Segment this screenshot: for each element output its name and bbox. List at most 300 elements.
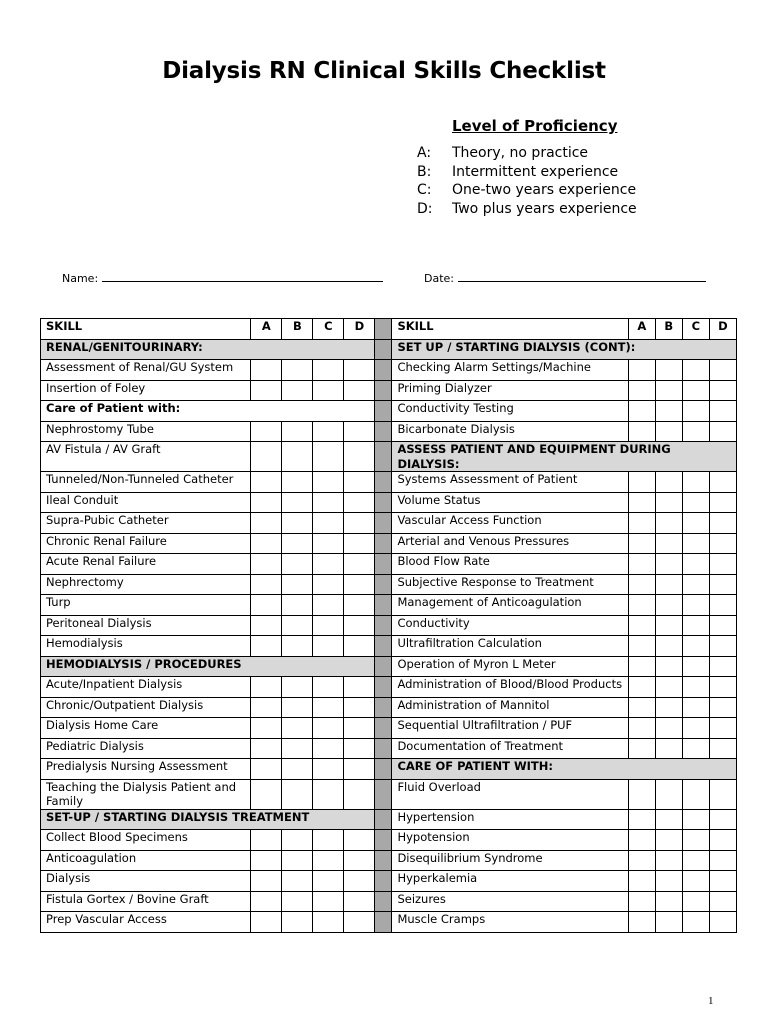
proficiency-checkbox-c[interactable] xyxy=(682,871,709,892)
column-separator xyxy=(375,380,392,401)
proficiency-checkbox-c[interactable] xyxy=(313,472,344,493)
proficiency-checkbox-a[interactable] xyxy=(628,738,655,759)
proficiency-checkbox-b[interactable] xyxy=(655,533,682,554)
skill-name: Hypertension xyxy=(392,809,628,830)
proficiency-checkbox-c[interactable] xyxy=(313,850,344,871)
proficiency-checkbox-b[interactable] xyxy=(655,574,682,595)
proficiency-checkbox-d[interactable] xyxy=(344,697,375,718)
column-separator xyxy=(375,595,392,616)
proficiency-checkbox-b[interactable] xyxy=(282,380,313,401)
proficiency-checkbox-a[interactable] xyxy=(628,421,655,442)
table-row xyxy=(41,656,737,677)
proficiency-checkbox-d[interactable] xyxy=(709,492,736,513)
skill-name: AV Fistula / AV Graft xyxy=(41,442,251,472)
proficiency-checkbox-a[interactable] xyxy=(251,554,282,575)
proficiency-checkbox-b[interactable] xyxy=(282,513,313,534)
proficiency-checkbox-b[interactable] xyxy=(282,830,313,851)
proficiency-checkbox-b[interactable] xyxy=(282,697,313,718)
proficiency-checkbox-c[interactable] xyxy=(682,912,709,933)
skill-name: Blood Flow Rate xyxy=(392,554,628,575)
proficiency-checkbox-d[interactable] xyxy=(344,380,375,401)
proficiency-checkbox-a[interactable] xyxy=(628,697,655,718)
proficiency-checkbox-d[interactable] xyxy=(344,533,375,554)
column-separator xyxy=(375,697,392,718)
proficiency-level xyxy=(417,181,637,200)
column-separator xyxy=(375,738,392,759)
proficiency-checkbox-b[interactable] xyxy=(282,574,313,595)
table-row xyxy=(41,472,737,493)
section-heading: SET UP / STARTING DIALYSIS (CONT): xyxy=(392,339,737,360)
column-b-header: B xyxy=(282,319,313,340)
proficiency-checkbox-b[interactable] xyxy=(282,718,313,739)
proficiency-checkbox-d[interactable] xyxy=(709,472,736,493)
proficiency-checkbox-b[interactable] xyxy=(282,738,313,759)
column-separator xyxy=(375,615,392,636)
proficiency-checkbox-b[interactable] xyxy=(282,871,313,892)
proficiency-checkbox-d[interactable] xyxy=(709,871,736,892)
proficiency-checkbox-b[interactable] xyxy=(655,360,682,381)
skill-name: Peritoneal Dialysis xyxy=(41,615,251,636)
proficiency-checkbox-c[interactable] xyxy=(682,656,709,677)
proficiency-checkbox-c[interactable] xyxy=(682,809,709,830)
proficiency-checkbox-c[interactable] xyxy=(682,891,709,912)
proficiency-checkbox-a[interactable] xyxy=(628,871,655,892)
proficiency-checkbox-b[interactable] xyxy=(282,492,313,513)
skill-name: Acute/Inpatient Dialysis xyxy=(41,677,251,698)
proficiency-checkbox-c[interactable] xyxy=(313,871,344,892)
skill-name: Subjective Response to Treatment xyxy=(392,574,628,595)
proficiency-checkbox-c[interactable] xyxy=(682,850,709,871)
column-separator xyxy=(375,513,392,534)
proficiency-checkbox-c[interactable] xyxy=(313,718,344,739)
proficiency-checkbox-a[interactable] xyxy=(251,513,282,534)
skill-name: Checking Alarm Settings/Machine xyxy=(392,360,628,381)
section-heading: RENAL/GENITOURINARY: xyxy=(41,339,375,360)
proficiency-checkbox-b[interactable] xyxy=(655,615,682,636)
proficiency-checkbox-a[interactable] xyxy=(628,636,655,657)
proficiency-checkbox-b[interactable] xyxy=(655,380,682,401)
skill-name: Pediatric Dialysis xyxy=(41,738,251,759)
proficiency-checkbox-c[interactable] xyxy=(682,401,709,422)
proficiency-text: Intermittent experience xyxy=(452,163,619,180)
proficiency-checkbox-a[interactable] xyxy=(628,809,655,830)
column-separator xyxy=(375,677,392,698)
column-c-header: C xyxy=(682,319,709,340)
table-row xyxy=(41,492,737,513)
date-blank-line[interactable] xyxy=(458,272,706,282)
skill-name: Hypotension xyxy=(392,830,628,851)
table-row xyxy=(41,759,737,780)
proficiency-checkbox-c[interactable] xyxy=(313,697,344,718)
proficiency-checkbox-d[interactable] xyxy=(344,574,375,595)
column-b-header: B xyxy=(655,319,682,340)
proficiency-checkbox-a[interactable] xyxy=(251,636,282,657)
section-heading: ASSESS PATIENT AND EQUIPMENT DURING DIALYSIS: xyxy=(392,442,737,472)
proficiency-checkbox-c[interactable] xyxy=(682,492,709,513)
proficiency-checkbox-b[interactable] xyxy=(655,636,682,657)
proficiency-checkbox-c[interactable] xyxy=(313,574,344,595)
proficiency-checkbox-c[interactable] xyxy=(313,513,344,534)
proficiency-checkbox-a[interactable] xyxy=(251,595,282,616)
column-separator xyxy=(375,442,392,472)
proficiency-checkbox-c[interactable] xyxy=(313,380,344,401)
proficiency-checkbox-a[interactable] xyxy=(251,830,282,851)
proficiency-checkbox-b[interactable] xyxy=(282,636,313,657)
proficiency-checkbox-a[interactable] xyxy=(251,360,282,381)
table-row xyxy=(41,554,737,575)
proficiency-checkbox-c[interactable] xyxy=(313,360,344,381)
skill-name: Volume Status xyxy=(392,492,628,513)
proficiency-checkbox-d[interactable] xyxy=(344,492,375,513)
skill-name: Collect Blood Specimens xyxy=(41,830,251,851)
proficiency-checkbox-a[interactable] xyxy=(251,912,282,933)
proficiency-checkbox-d[interactable] xyxy=(709,574,736,595)
proficiency-checkbox-a[interactable] xyxy=(628,472,655,493)
table-row xyxy=(41,697,737,718)
skill-name: Fistula Gortex / Bovine Graft xyxy=(41,891,251,912)
proficiency-checkbox-c[interactable] xyxy=(313,912,344,933)
proficiency-checkbox-c[interactable] xyxy=(682,472,709,493)
proficiency-checkbox-a[interactable] xyxy=(251,779,282,809)
proficiency-checkbox-a[interactable] xyxy=(251,738,282,759)
proficiency-checkbox-d[interactable] xyxy=(709,421,736,442)
proficiency-checkbox-c[interactable] xyxy=(313,779,344,809)
proficiency-checkbox-d[interactable] xyxy=(709,401,736,422)
proficiency-checkbox-d[interactable] xyxy=(709,533,736,554)
proficiency-checkbox-b[interactable] xyxy=(282,677,313,698)
proficiency-checkbox-a[interactable] xyxy=(628,492,655,513)
proficiency-checkbox-a[interactable] xyxy=(251,492,282,513)
proficiency-checkbox-b[interactable] xyxy=(282,779,313,809)
proficiency-checkbox-d[interactable] xyxy=(709,697,736,718)
skill-name: Systems Assessment of Patient xyxy=(392,472,628,493)
proficiency-checkbox-d[interactable] xyxy=(709,656,736,677)
table-header-row xyxy=(41,319,737,340)
proficiency-checkbox-d[interactable] xyxy=(344,554,375,575)
proficiency-checkbox-b[interactable] xyxy=(655,421,682,442)
proficiency-checkbox-b[interactable] xyxy=(655,779,682,809)
proficiency-checkbox-a[interactable] xyxy=(251,421,282,442)
proficiency-checkbox-a[interactable] xyxy=(251,615,282,636)
proficiency-checkbox-b[interactable] xyxy=(282,472,313,493)
proficiency-checkbox-c[interactable] xyxy=(313,554,344,575)
proficiency-checkbox-c[interactable] xyxy=(313,677,344,698)
proficiency-checkbox-a[interactable] xyxy=(628,380,655,401)
proficiency-checkbox-d[interactable] xyxy=(709,718,736,739)
proficiency-checkbox-d[interactable] xyxy=(344,718,375,739)
proficiency-checkbox-c[interactable] xyxy=(313,533,344,554)
proficiency-checkbox-c[interactable] xyxy=(313,615,344,636)
proficiency-checkbox-a[interactable] xyxy=(251,850,282,871)
proficiency-checkbox-a[interactable] xyxy=(628,615,655,636)
column-a-header: A xyxy=(251,319,282,340)
table-row xyxy=(41,809,737,830)
proficiency-checkbox-d[interactable] xyxy=(344,912,375,933)
proficiency-letter: D: xyxy=(417,201,433,218)
proficiency-checkbox-a[interactable] xyxy=(251,871,282,892)
proficiency-checkbox-a[interactable] xyxy=(628,677,655,698)
proficiency-checkbox-b[interactable] xyxy=(282,421,313,442)
column-d-header: D xyxy=(709,319,736,340)
proficiency-checkbox-d[interactable] xyxy=(344,871,375,892)
proficiency-letter: C: xyxy=(417,182,432,199)
skill-name: Management of Anticoagulation xyxy=(392,595,628,616)
skill-name: Ileal Conduit xyxy=(41,492,251,513)
column-separator xyxy=(375,759,392,780)
proficiency-checkbox-c[interactable] xyxy=(313,595,344,616)
checklist-body xyxy=(41,339,737,932)
proficiency-checkbox-d[interactable] xyxy=(344,850,375,871)
proficiency-checkbox-c[interactable] xyxy=(682,554,709,575)
table-row xyxy=(41,380,737,401)
proficiency-checkbox-c[interactable] xyxy=(313,891,344,912)
column-separator xyxy=(375,850,392,871)
proficiency-checkbox-b[interactable] xyxy=(655,595,682,616)
name-field[interactable] xyxy=(62,272,383,285)
proficiency-checkbox-b[interactable] xyxy=(655,492,682,513)
proficiency-checkbox-d[interactable] xyxy=(344,442,375,472)
proficiency-checkbox-a[interactable] xyxy=(628,574,655,595)
proficiency-checkbox-b[interactable] xyxy=(655,871,682,892)
column-separator xyxy=(375,636,392,657)
proficiency-checkbox-b[interactable] xyxy=(655,513,682,534)
skill-name: Muscle Cramps xyxy=(392,912,628,933)
proficiency-checkbox-d[interactable] xyxy=(709,636,736,657)
proficiency-checkbox-a[interactable] xyxy=(251,380,282,401)
proficiency-checkbox-c[interactable] xyxy=(682,595,709,616)
proficiency-checkbox-d[interactable] xyxy=(709,677,736,698)
proficiency-checkbox-c[interactable] xyxy=(313,442,344,472)
proficiency-checkbox-a[interactable] xyxy=(628,554,655,575)
column-separator xyxy=(375,656,392,677)
proficiency-checkbox-b[interactable] xyxy=(655,718,682,739)
proficiency-checkbox-a[interactable] xyxy=(628,533,655,554)
proficiency-checkbox-c[interactable] xyxy=(682,738,709,759)
proficiency-checkbox-c[interactable] xyxy=(313,421,344,442)
proficiency-checkbox-d[interactable] xyxy=(709,738,736,759)
proficiency-checkbox-a[interactable] xyxy=(628,656,655,677)
proficiency-checkbox-b[interactable] xyxy=(655,738,682,759)
page-title: Dialysis RN Clinical Skills Checklist xyxy=(162,58,606,84)
proficiency-checkbox-d[interactable] xyxy=(709,830,736,851)
column-separator xyxy=(375,574,392,595)
proficiency-checkbox-d[interactable] xyxy=(709,850,736,871)
proficiency-level xyxy=(417,200,637,219)
proficiency-checkbox-b[interactable] xyxy=(282,891,313,912)
table-row xyxy=(41,912,737,933)
proficiency-checkbox-d[interactable] xyxy=(709,360,736,381)
name-blank-line[interactable] xyxy=(102,272,383,282)
proficiency-checkbox-c[interactable] xyxy=(682,513,709,534)
proficiency-checkbox-a[interactable] xyxy=(251,533,282,554)
proficiency-checkbox-a[interactable] xyxy=(628,595,655,616)
proficiency-checkbox-a[interactable] xyxy=(628,779,655,809)
section-heading: HEMODIALYSIS / PROCEDURES xyxy=(41,656,375,677)
proficiency-checkbox-d[interactable] xyxy=(344,360,375,381)
proficiency-checkbox-d[interactable] xyxy=(344,472,375,493)
column-separator xyxy=(375,830,392,851)
proficiency-checkbox-d[interactable] xyxy=(344,891,375,912)
proficiency-checkbox-a[interactable] xyxy=(251,442,282,472)
proficiency-checkbox-a[interactable] xyxy=(628,891,655,912)
proficiency-legend xyxy=(417,144,637,219)
proficiency-checkbox-a[interactable] xyxy=(251,759,282,780)
proficiency-checkbox-c[interactable] xyxy=(313,636,344,657)
page-number: 1 xyxy=(708,995,714,1007)
proficiency-checkbox-b[interactable] xyxy=(282,850,313,871)
proficiency-checkbox-b[interactable] xyxy=(282,360,313,381)
column-separator xyxy=(375,871,392,892)
proficiency-checkbox-b[interactable] xyxy=(282,759,313,780)
proficiency-checkbox-d[interactable] xyxy=(344,779,375,809)
skill-name: Sequential Ultrafiltration / PUF xyxy=(392,718,628,739)
proficiency-checkbox-d[interactable] xyxy=(709,615,736,636)
subsection-heading: Care of Patient with: xyxy=(41,401,375,422)
proficiency-checkbox-d[interactable] xyxy=(709,809,736,830)
proficiency-checkbox-c[interactable] xyxy=(313,759,344,780)
date-field[interactable] xyxy=(424,272,706,285)
proficiency-checkbox-c[interactable] xyxy=(682,697,709,718)
proficiency-checkbox-a[interactable] xyxy=(628,513,655,534)
column-d-header: D xyxy=(344,319,375,340)
skill-name: Disequilibrium Syndrome xyxy=(392,850,628,871)
table-row xyxy=(41,421,737,442)
proficiency-level xyxy=(417,144,637,163)
proficiency-checkbox-c[interactable] xyxy=(682,533,709,554)
proficiency-checkbox-b[interactable] xyxy=(282,595,313,616)
proficiency-checkbox-c[interactable] xyxy=(682,779,709,809)
table-row xyxy=(41,595,737,616)
proficiency-checkbox-d[interactable] xyxy=(344,677,375,698)
column-c-header: C xyxy=(313,319,344,340)
proficiency-checkbox-b[interactable] xyxy=(655,891,682,912)
skill-name: Nephrectomy xyxy=(41,574,251,595)
skill-name: Turp xyxy=(41,595,251,616)
table-row xyxy=(41,677,737,698)
proficiency-checkbox-b[interactable] xyxy=(282,554,313,575)
proficiency-checkbox-a[interactable] xyxy=(251,472,282,493)
proficiency-checkbox-a[interactable] xyxy=(251,677,282,698)
table-row xyxy=(41,513,737,534)
column-a-header: A xyxy=(628,319,655,340)
proficiency-checkbox-d[interactable] xyxy=(709,779,736,809)
skill-name: Ultrafiltration Calculation xyxy=(392,636,628,657)
skill-name: Prep Vascular Access xyxy=(41,912,251,933)
proficiency-checkbox-b[interactable] xyxy=(655,912,682,933)
proficiency-checkbox-c[interactable] xyxy=(313,738,344,759)
table-row xyxy=(41,360,737,381)
date-label: Date: xyxy=(424,272,454,285)
skill-name: Anticoagulation xyxy=(41,850,251,871)
table-row xyxy=(41,718,737,739)
proficiency-checkbox-a[interactable] xyxy=(628,912,655,933)
proficiency-checkbox-d[interactable] xyxy=(709,912,736,933)
proficiency-level xyxy=(417,163,637,182)
proficiency-checkbox-c[interactable] xyxy=(682,830,709,851)
proficiency-checkbox-d[interactable] xyxy=(709,891,736,912)
proficiency-checkbox-c[interactable] xyxy=(682,574,709,595)
proficiency-checkbox-c[interactable] xyxy=(682,677,709,698)
proficiency-checkbox-c[interactable] xyxy=(682,421,709,442)
proficiency-checkbox-a[interactable] xyxy=(251,697,282,718)
proficiency-checkbox-b[interactable] xyxy=(655,656,682,677)
skill-name: Vascular Access Function xyxy=(392,513,628,534)
proficiency-checkbox-a[interactable] xyxy=(251,574,282,595)
proficiency-checkbox-a[interactable] xyxy=(628,850,655,871)
skill-column-header: SKILL xyxy=(41,319,251,340)
skill-name: Supra-Pubic Catheter xyxy=(41,513,251,534)
proficiency-checkbox-a[interactable] xyxy=(628,718,655,739)
proficiency-checkbox-b[interactable] xyxy=(655,809,682,830)
proficiency-checkbox-c[interactable] xyxy=(313,830,344,851)
proficiency-checkbox-b[interactable] xyxy=(655,830,682,851)
section-heading: CARE OF PATIENT WITH: xyxy=(392,759,737,780)
column-separator xyxy=(375,319,392,340)
proficiency-checkbox-c[interactable] xyxy=(682,636,709,657)
proficiency-checkbox-d[interactable] xyxy=(709,513,736,534)
proficiency-checkbox-d[interactable] xyxy=(709,554,736,575)
proficiency-checkbox-d[interactable] xyxy=(344,421,375,442)
proficiency-checkbox-d[interactable] xyxy=(344,830,375,851)
skill-name: Fluid Overload xyxy=(392,779,628,809)
proficiency-checkbox-d[interactable] xyxy=(709,380,736,401)
proficiency-checkbox-d[interactable] xyxy=(344,738,375,759)
proficiency-checkbox-b[interactable] xyxy=(282,442,313,472)
skill-name: Bicarbonate Dialysis xyxy=(392,421,628,442)
proficiency-checkbox-c[interactable] xyxy=(682,718,709,739)
proficiency-checkbox-b[interactable] xyxy=(282,615,313,636)
proficiency-checkbox-b[interactable] xyxy=(655,554,682,575)
proficiency-checkbox-c[interactable] xyxy=(682,380,709,401)
proficiency-checkbox-a[interactable] xyxy=(628,830,655,851)
proficiency-checkbox-b[interactable] xyxy=(655,472,682,493)
proficiency-letter: B: xyxy=(417,163,432,180)
proficiency-checkbox-c[interactable] xyxy=(313,492,344,513)
proficiency-checkbox-a[interactable] xyxy=(628,401,655,422)
proficiency-text: Two plus years experience xyxy=(452,201,637,218)
proficiency-checkbox-d[interactable] xyxy=(344,513,375,534)
skill-name: Administration of Blood/Blood Products xyxy=(392,677,628,698)
proficiency-checkbox-a[interactable] xyxy=(628,360,655,381)
proficiency-checkbox-b[interactable] xyxy=(655,850,682,871)
proficiency-checkbox-d[interactable] xyxy=(344,595,375,616)
proficiency-checkbox-b[interactable] xyxy=(282,533,313,554)
name-label: Name: xyxy=(62,272,99,285)
table-row xyxy=(41,339,737,360)
skill-name: Hemodialysis xyxy=(41,636,251,657)
skills-checklist-table xyxy=(40,318,737,933)
proficiency-checkbox-b[interactable] xyxy=(282,912,313,933)
column-separator xyxy=(375,718,392,739)
proficiency-checkbox-d[interactable] xyxy=(344,636,375,657)
proficiency-checkbox-a[interactable] xyxy=(251,718,282,739)
proficiency-checkbox-b[interactable] xyxy=(655,677,682,698)
table-row xyxy=(41,533,737,554)
proficiency-checkbox-b[interactable] xyxy=(655,401,682,422)
table-row xyxy=(41,738,737,759)
proficiency-checkbox-d[interactable] xyxy=(344,615,375,636)
column-separator xyxy=(375,401,392,422)
proficiency-checkbox-c[interactable] xyxy=(682,360,709,381)
proficiency-checkbox-d[interactable] xyxy=(344,759,375,780)
proficiency-checkbox-a[interactable] xyxy=(251,891,282,912)
skill-name: Nephrostomy Tube xyxy=(41,421,251,442)
table-row xyxy=(41,871,737,892)
proficiency-checkbox-d[interactable] xyxy=(709,595,736,616)
section-heading: SET-UP / STARTING DIALYSIS TREATMENT xyxy=(41,809,375,830)
proficiency-checkbox-c[interactable] xyxy=(682,615,709,636)
proficiency-checkbox-b[interactable] xyxy=(655,697,682,718)
